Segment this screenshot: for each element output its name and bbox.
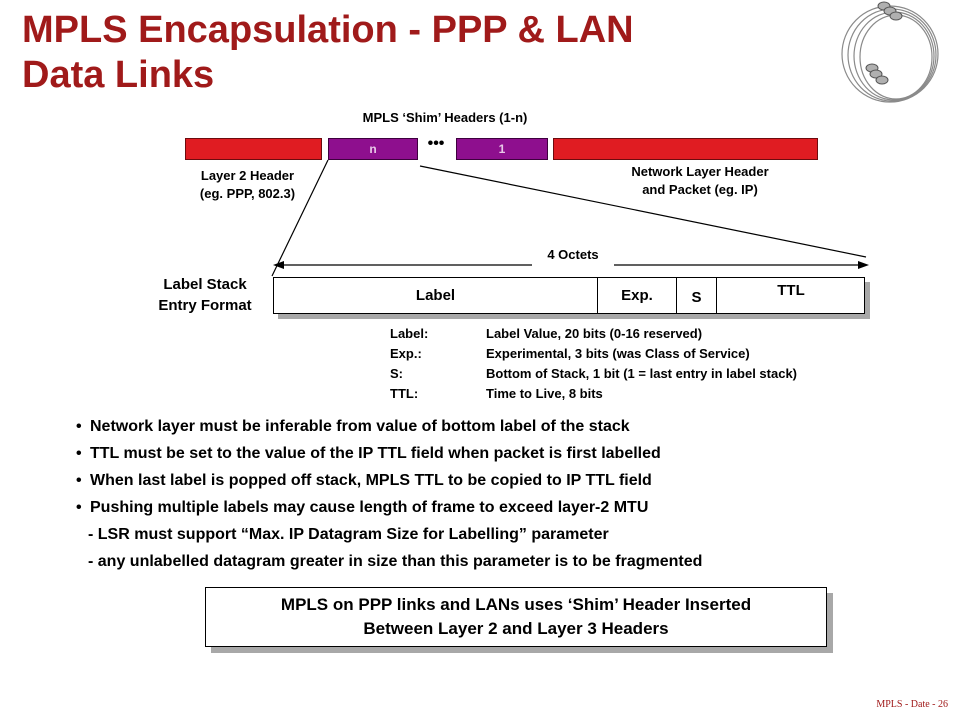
bullet-item: • TTL must be set to the value of the IP TTL field when packet is first labelled xyxy=(76,440,946,467)
shim-headers-label: MPLS ‘Shim’ Headers (1-n) xyxy=(362,110,528,125)
field-label: Label xyxy=(415,287,456,304)
field-exp: Exp. xyxy=(621,287,653,304)
shim-header-1: 1 xyxy=(456,138,548,160)
shim-ellipsis: ••• xyxy=(427,135,445,152)
entry-format-label: Label Stack Entry Format xyxy=(158,276,252,314)
sub-bullet-item: - LSR must support “Max. IP Datagram Size for Labelling” parameter xyxy=(88,526,609,543)
page-title-line2: Data Links xyxy=(22,54,215,96)
network-header-bar xyxy=(553,138,818,160)
layer2-header-bar xyxy=(185,138,322,160)
bullet-item: • When last label is popped off stack, MPLS TTL to be copied to IP TTL field xyxy=(76,467,946,494)
field-ttl: TTL xyxy=(777,282,805,299)
legend-row: Label: Label Value, 20 bits (0-16 reserved) xyxy=(390,326,703,341)
field-legend xyxy=(390,324,797,404)
label-stack-entry xyxy=(273,277,865,314)
bullet-item: • Network layer must be inferable from value of bottom label of the stack xyxy=(76,413,946,440)
field-s: S xyxy=(691,289,702,306)
bullet-item: • Pushing multiple labels may cause length of frame to exceed layer-2 MTU xyxy=(76,494,946,521)
legend-row: S: Bottom of Stack, 1 bit (1 = last entry in label stack) xyxy=(390,366,797,381)
slide-footer: MPLS - Date - 26 xyxy=(876,699,948,710)
bullet-list xyxy=(76,413,946,575)
shim-header-n: n xyxy=(328,138,418,160)
callout-box: MPLS on PPP links and LANs uses ‘Shim’ Header Inserted Between Layer 2 and Layer 3 Headers xyxy=(205,587,827,647)
page-title-line1: MPLS Encapsulation - PPP & LAN xyxy=(22,9,634,51)
legend-row: TTL: Time to Live, 8 bits xyxy=(390,386,603,401)
sub-bullet-item: - any unlabelled datagram greater in size than this parameter is to be fragmented xyxy=(88,553,703,570)
layer2-header-label: Layer 2 Header (eg. PPP, 802.3) xyxy=(199,168,296,201)
octets-label: 4 Octets xyxy=(547,247,599,262)
network-header-label: Network Layer Header and Packet (eg. IP) xyxy=(631,164,769,197)
legend-row: Exp.: Experimental, 3 bits (was Class of Service) xyxy=(390,346,750,361)
